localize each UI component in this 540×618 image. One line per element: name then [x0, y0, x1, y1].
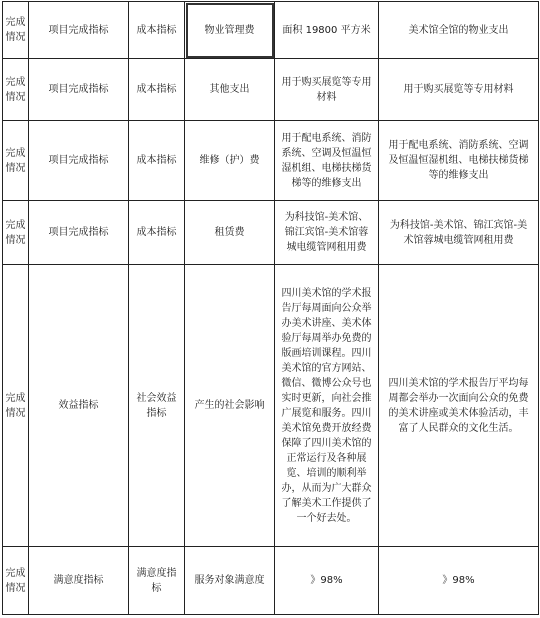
target-value-cell: 用于购买展览等专用材料: [275, 59, 379, 121]
table-row: [3, 201, 539, 265]
status-cell: 完成情况: [3, 121, 29, 201]
indicator-name-cell: 其他支出: [185, 59, 275, 121]
actual-value-cell: 美术馆全馆的物业支出: [379, 2, 539, 59]
performance-table: [2, 1, 539, 615]
actual-value-cell: 为科技馆-美术馆、锦江宾馆-美术馆蓉城电缆管网租用费: [379, 201, 539, 265]
indicator-type-cell: 成本指标: [129, 121, 185, 201]
indicator-type-cell: 社会效益指标: [129, 265, 185, 547]
indicator-name-cell: 维修（护）费: [185, 121, 275, 201]
table-row: [3, 121, 539, 201]
table-row: [3, 265, 539, 547]
category-cell: 满意度指标: [29, 547, 129, 615]
actual-value-cell: 四川美术馆的学术报告厅平均每周都会举办一次面向公众的免费的美术讲座或美术体验活动，丰富了人民群众的文化生活。: [379, 265, 539, 547]
table-row: [3, 2, 539, 59]
indicator-type-cell: 满意度指标: [129, 547, 185, 615]
status-cell: 完成情况: [3, 265, 29, 547]
indicator-type-cell: 成本指标: [129, 201, 185, 265]
status-cell: 完成情况: [3, 59, 29, 121]
target-value-cell: 为科技馆-美术馆、锦江宾馆-美术馆蓉城电缆管网租用费: [275, 201, 379, 265]
status-cell: 完成情况: [3, 2, 29, 59]
actual-value-cell: 用于购买展览等专用材料: [379, 59, 539, 121]
category-cell: 项目完成指标: [29, 59, 129, 121]
target-value-cell: 四川美术馆的学术报告厅每周面向公众举办美术讲座、美术体验厅每周举办免费的版画培训课程。四川美术馆的官方网站、微信、微博公众号也实时更新，向社会推广展览和服务。四川美术馆免费开放经费保障了四川美术馆的正常运行及各种展览、培训的顺利举办，从而为广大群众了解美术工作提供了一个好去处。: [275, 265, 379, 547]
indicator-name-cell[interactable]: 物业管理费: [185, 2, 275, 59]
indicator-type-cell: 成本指标: [129, 2, 185, 59]
target-value-cell: 用于配电系统、消防系统、空调及恒温恒湿机组、电梯扶梯货梯等的维修支出: [275, 121, 379, 201]
status-cell: 完成情况: [3, 201, 29, 265]
table-row: [3, 547, 539, 615]
target-value-cell: 》98%: [275, 547, 379, 615]
actual-value-cell: 用于配电系统、消防系统、空调及恒温恒湿机组、电梯扶梯货梯等的维修支出: [379, 121, 539, 201]
indicator-name-cell: 租赁费: [185, 201, 275, 265]
indicator-name-cell: 产生的社会影响: [185, 265, 275, 547]
category-cell: 效益指标: [29, 265, 129, 547]
category-cell: 项目完成指标: [29, 121, 129, 201]
target-value-cell: 面积 19800 平方米: [275, 2, 379, 59]
indicator-name-cell: 服务对象满意度: [185, 547, 275, 615]
indicator-type-cell: 成本指标: [129, 59, 185, 121]
status-cell: 完成情况: [3, 547, 29, 615]
table-row: [3, 59, 539, 121]
category-cell: 项目完成指标: [29, 201, 129, 265]
actual-value-cell: 》98%: [379, 547, 539, 615]
category-cell: 项目完成指标: [29, 2, 129, 59]
